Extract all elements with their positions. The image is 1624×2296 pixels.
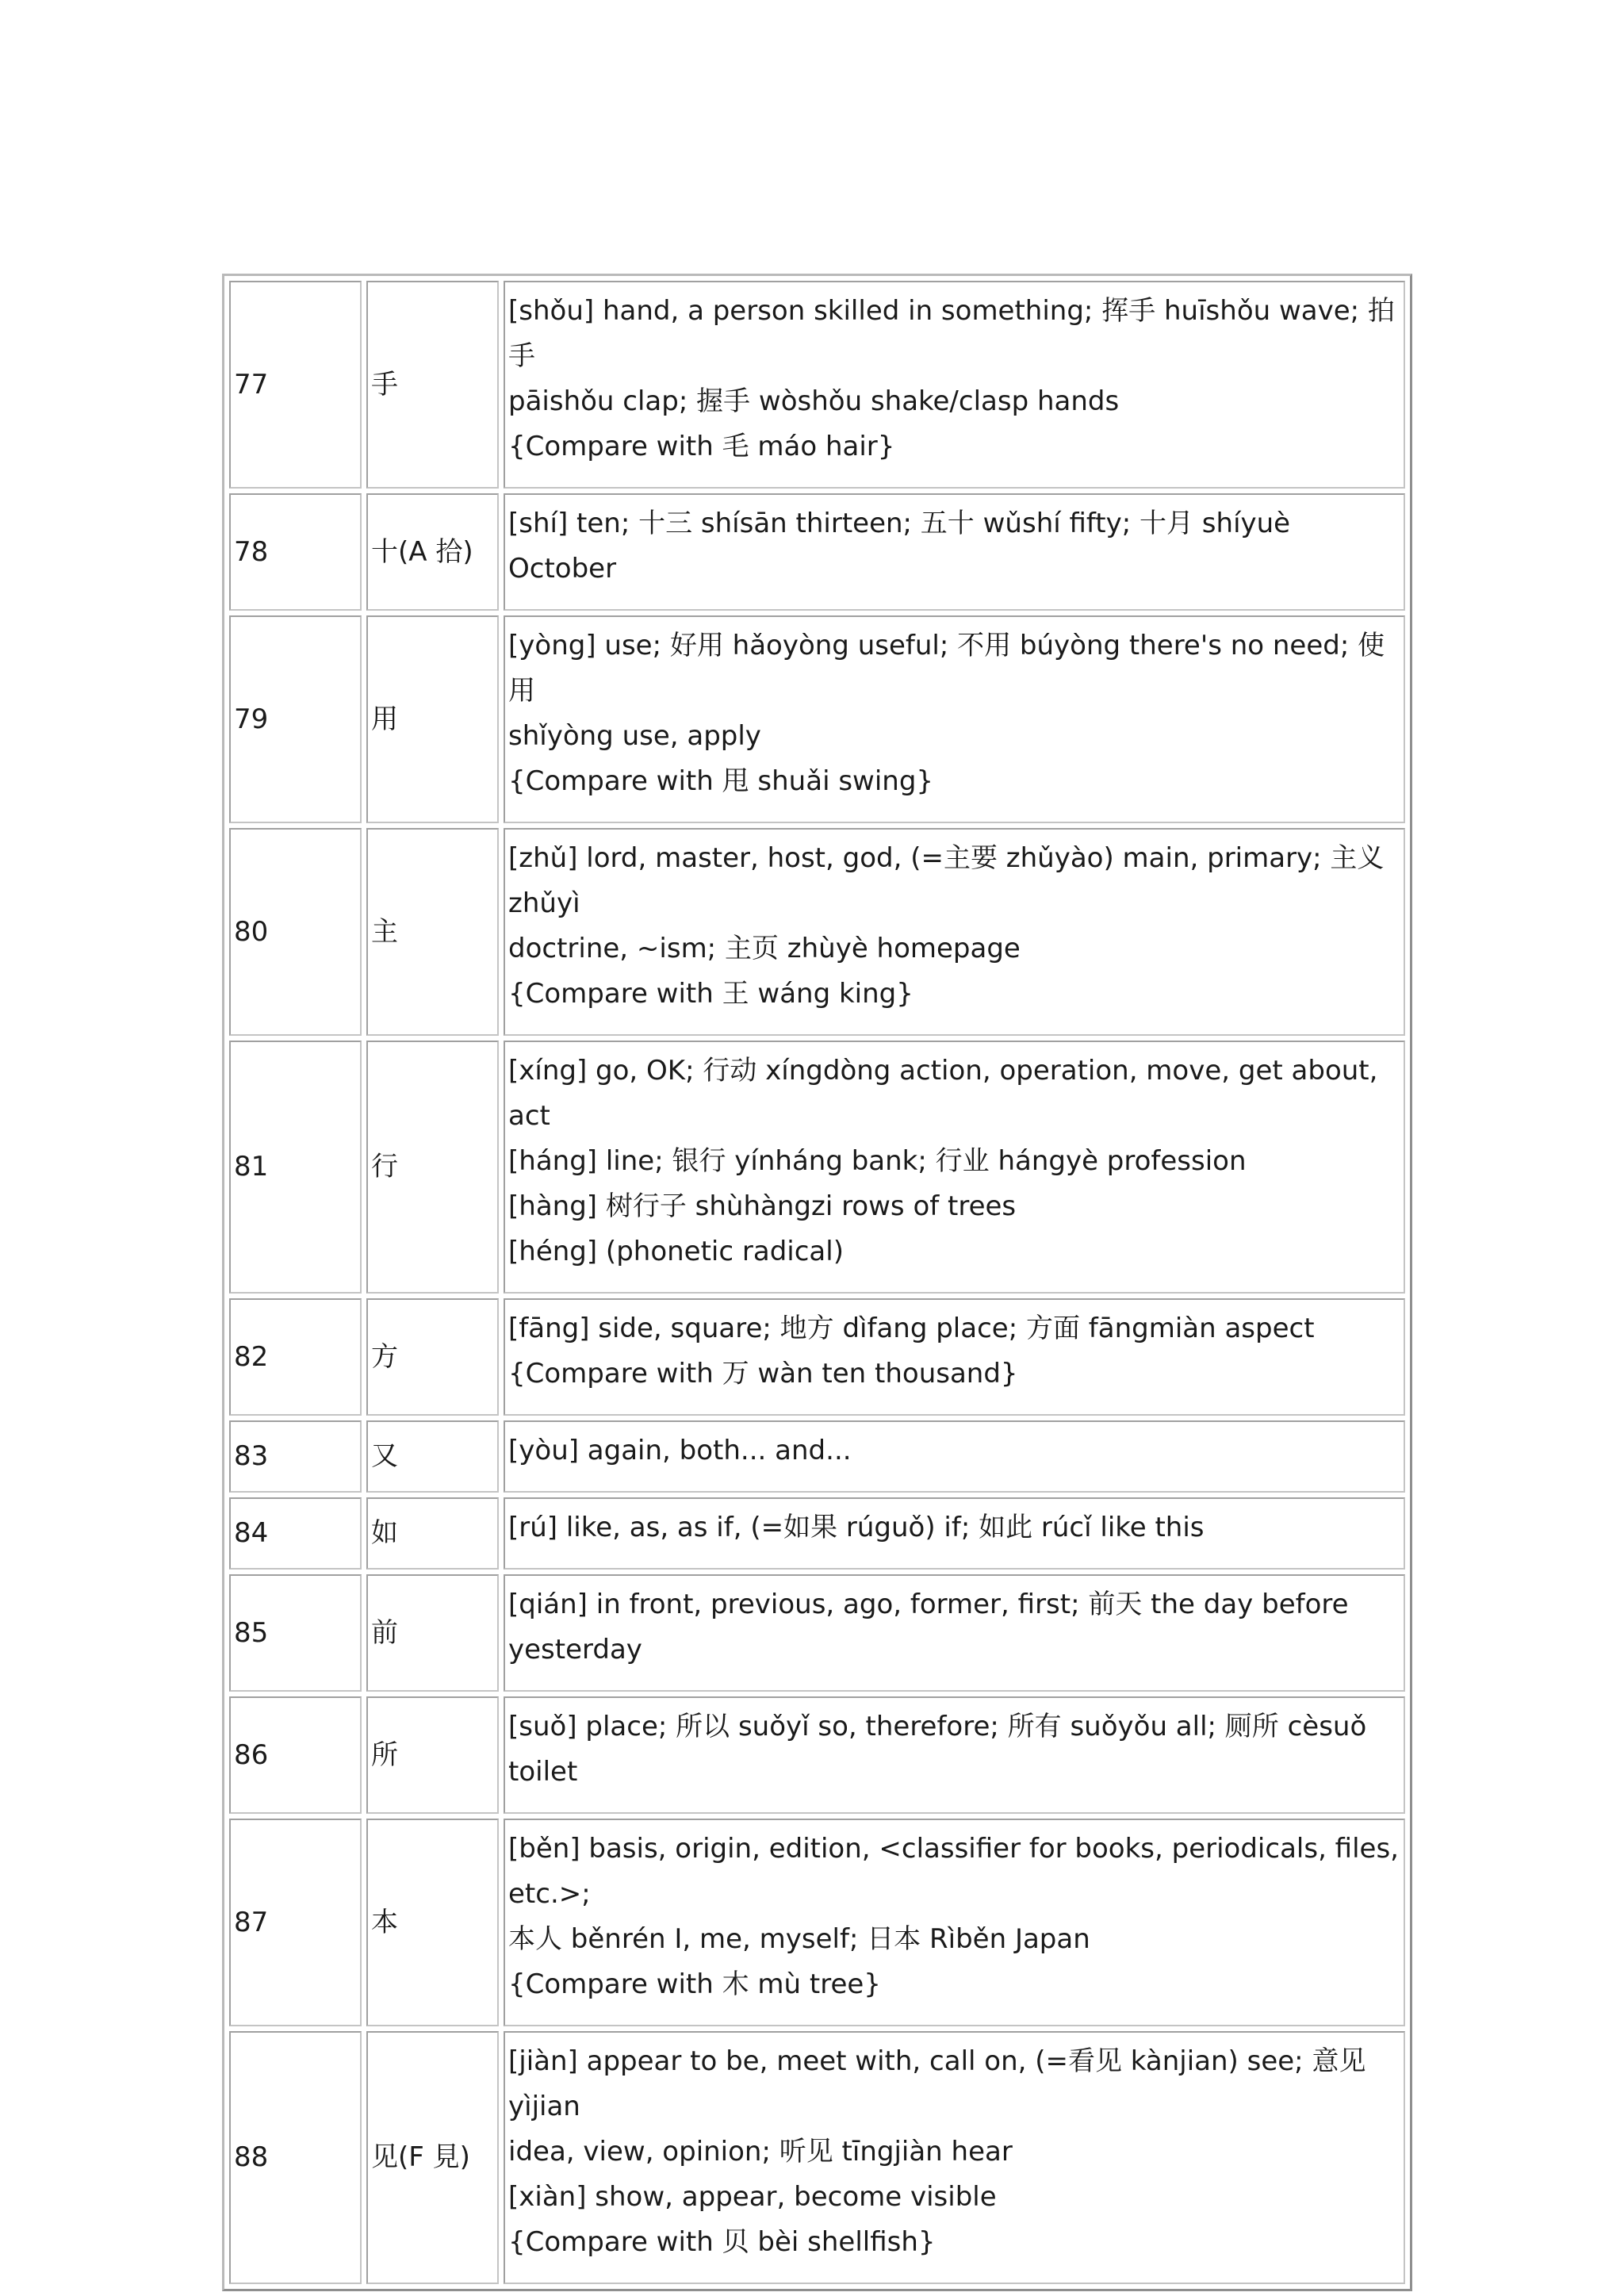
definition-line: [xiàn] show, appear, become visible [508,2181,997,2213]
entry-character: 十(A 拾) [366,493,499,611]
entry-character: 方 [366,1298,499,1416]
entry-number: 80 [229,828,362,1036]
entry-definition [504,828,1405,1036]
entry-character: 见(F 見) [366,2031,499,2284]
definition-line: [hàng] 树行子 shùhàngzi rows of trees [508,1190,1017,1222]
entry-definition [504,1819,1405,2026]
entry-number: 86 [229,1696,362,1814]
entry-character: 本 [366,1819,499,2026]
entry-number: 83 [229,1420,362,1493]
entry-definition [504,1497,1405,1570]
table-row [229,1819,1405,2026]
definition-line: [fāng] side, square; 地方 dìfang place; 方面 fāngmiàn aspect [508,1313,1315,1344]
entry-definition [504,1574,1405,1692]
definition-line: shǐyòng use, apply [508,720,761,752]
entry-character: 手 [366,281,499,489]
definition-line: [héng] (phonetic radical) [508,1236,844,1267]
entry-definition [504,1420,1405,1493]
definition-line: [zhǔ] lord, master, host, god, (=主要 zhǔyào) main, primary; 主义 zhǔyì [508,842,1385,919]
entry-definition [504,615,1405,823]
entry-character: 用 [366,615,499,823]
table-row [229,1298,1405,1416]
entry-definition [504,1696,1405,1814]
entry-number: 79 [229,615,362,823]
entry-number: 78 [229,493,362,611]
definition-line: doctrine, ~ism; 主页 zhùyè homepage [508,933,1021,964]
table-row [229,1497,1405,1570]
definition-line: {Compare with 木 mù tree} [508,1968,881,2000]
entry-definition [504,1298,1405,1416]
table-row [229,615,1405,823]
definition-line: [jiàn] appear to be, meet with, call on, (=看见 kànjian) see; 意见 yìjian [508,2045,1366,2122]
dictionary-page [222,274,1412,2291]
definition-line: {Compare with 万 wàn ten thousand} [508,1358,1018,1389]
table-row [229,1574,1405,1692]
entry-number: 88 [229,2031,362,2284]
definition-line: {Compare with 毛 máo hair} [508,431,895,462]
definition-line: [yòu] again, both... and... [508,1435,852,1466]
entry-number: 77 [229,281,362,489]
entry-character: 主 [366,828,499,1036]
table-row [229,281,1405,489]
entry-definition [504,1041,1405,1294]
entry-number: 84 [229,1497,362,1570]
definition-line: [rú] like, as, as if, (=如果 rúguǒ) if; 如此 rúcǐ like this [508,1512,1205,1543]
table-row [229,493,1405,611]
definition-line: [běn] basis, origin, edition, <classifier for books, periodicals, files, etc.>; [508,1833,1399,1910]
entry-character: 行 [366,1041,499,1294]
definition-line: [suǒ] place; 所以 suǒyǐ so, therefore; 所有 suǒyǒu all; 厕所 cèsuǒ toilet [508,1711,1367,1788]
entry-character: 前 [366,1574,499,1692]
entry-character: 又 [366,1420,499,1493]
definition-line: [shǒu] hand, a person skilled in something; 挥手 huīshǒu wave; 拍手 [508,295,1395,372]
table-row [229,1420,1405,1493]
entry-number: 85 [229,1574,362,1692]
entry-number: 82 [229,1298,362,1416]
definition-line: [yòng] use; 好用 hǎoyòng useful; 不用 búyòng there's no need; 使用 [508,630,1385,707]
definition-line: yesterday [508,1634,642,1665]
definition-line: [xíng] go, OK; 行动 xíngdòng action, operation, move, get about, act [508,1055,1378,1132]
definition-line: [qián] in front, previous, ago, former, first; 前天 the day before [508,1589,1349,1620]
definition-line: {Compare with 甩 shuǎi swing} [508,765,934,797]
table-row [229,1696,1405,1814]
entry-number: 87 [229,1819,362,2026]
entry-definition [504,493,1405,611]
character-table [222,274,1412,2291]
definition-line: [háng] line; 银行 yínháng bank; 行业 hángyè profession [508,1145,1247,1177]
table-row [229,2031,1405,2284]
definition-line: [shí] ten; 十三 shísān thirteen; 五十 wǔshí fifty; 十月 shíyuè October [508,508,1291,585]
entry-definition [504,2031,1405,2284]
entry-definition [504,281,1405,489]
table-row [229,1041,1405,1294]
table-row [229,828,1405,1036]
definition-line: {Compare with 王 wáng king} [508,978,914,1010]
definition-line: {Compare with 贝 bèi shellfish} [508,2226,936,2258]
definition-line: idea, view, opinion; 听见 tīngjiàn hear [508,2136,1013,2168]
definition-line: pāishǒu clap; 握手 wòshǒu shake/clasp hands [508,385,1120,417]
entry-character: 所 [366,1696,499,1814]
entry-character: 如 [366,1497,499,1570]
entry-number: 81 [229,1041,362,1294]
definition-line: 本人 běnrén I, me, myself; 日本 Rìběn Japan [508,1923,1090,1955]
